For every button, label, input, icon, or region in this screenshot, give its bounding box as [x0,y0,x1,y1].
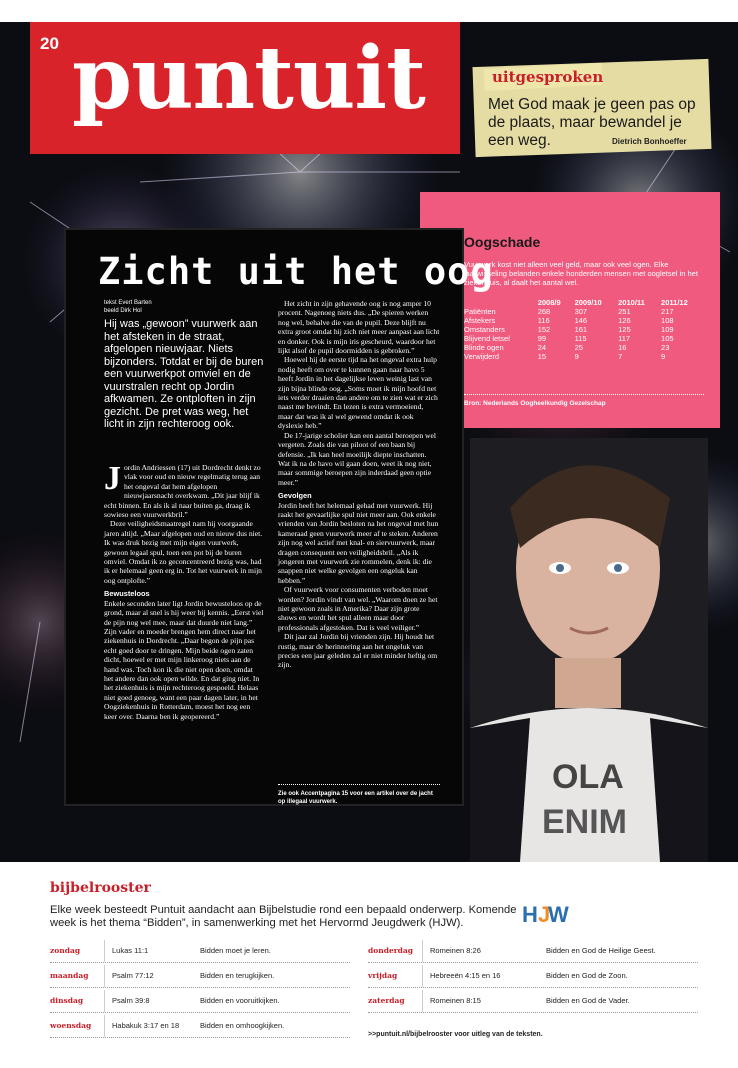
divider [464,394,704,395]
table-header-row [464,298,704,307]
article-column-left [104,460,264,721]
rooster-row [368,990,698,1013]
oogschade-title: Oogschade [464,234,541,250]
svg-text:H: H [522,902,538,927]
table-cell: 105 [661,334,674,343]
rooster-reference: Lukas 11:1 [112,946,149,955]
table-cell: 24 [537,343,547,352]
divider [278,784,440,785]
table-cell: 116 [537,316,550,325]
table-cell: 109 [661,325,674,334]
brand-title: puntuit [72,28,425,129]
rooster-title: bijbelrooster [50,880,151,896]
rooster-topic: Bidden en terugkijken. [200,971,275,980]
quote-author: Dietrich Bonhoeffer [612,137,687,146]
rooster-row [50,990,350,1013]
rooster-day: dinsdag [50,996,84,1005]
table-cell: 251 [618,307,631,316]
paragraph: Het zicht in zijn gehavende oog is nog amper 10 procent. Nagenoeg niets dus. „De spieren werken nog wel, behalve die van de pupil. Deze blijft nu extra groot omdat hij zich niet meer aanpast aan licht en donker. Ook is mijn iris gescheurd, waardoor het lijkt alsof de pupil doormidden is gebroken.” [278,299,440,356]
paragraph: Jordin heeft het helemaal gehad met vuurwerk. Hij raakt het gevaarlijke spul niet meer aan. Ook enkele vrienden van Jordin besloten na het ongeval met hun kameraad geen vuurwerk meer af te steken. Anderen zijn nog wel actief met knal- en siervuurwerk, maar dragen consequent een veiligheidsbril. „Als ik jongeren met vuurwerk zie rommelen, denk ik: die snappen niet welke gevolgen een ongeluk kan hebben.” [278,500,439,585]
table-row [464,307,704,316]
row-label: Patiënten [464,307,496,316]
table-cell: 9 [661,352,666,361]
see-also-note: Zie ook Accentpagina 15 voor een artikel over de jacht op illegaal vuurwerk. [278,791,433,805]
rooster-topic: Bidden en omhoogkijken. [200,1021,285,1030]
column-separator [422,940,423,962]
rooster-reference: Habakuk 3:17 en 18 [112,1021,180,1030]
rooster-day: zondag [50,946,81,955]
row-label: Blinde ogen [464,343,504,352]
table-cell: 9 [574,352,579,361]
row-label: Verwijderd [464,352,500,361]
table-cell: 125 [618,325,631,334]
quote-text: Met God maak je geen pas op de plaats, maar bewandel je een weg. [488,96,696,149]
subheading: Gevolgen [278,491,312,501]
table-cell: 268 [537,307,551,316]
table-row [464,316,704,325]
credit-text: tekst Evert Barten [104,300,152,306]
rooster-topic: Bidden en God de Zoon. [546,971,628,980]
table-row [464,334,704,343]
rooster-day: zaterdag [368,996,405,1005]
rooster-row [50,1015,350,1038]
oogschade-intro: Vuurwerk kost niet alleen veel geld, maar ook veel ogen. Elke jaarwisseling belanden enkele honderden mensen met oogletsel in het ziekenhuis, al daalt het aantal wel. [464,260,698,287]
rooster-row [368,940,698,963]
table-row [464,352,704,361]
table-cell: 108 [661,316,674,325]
rooster-reference: Hebreeën 4:15 en 16 [430,971,501,980]
table-cell: 99 [537,334,547,343]
oogschade-table [464,298,704,361]
rooster-day: woensdag [50,1021,92,1030]
article-title: Zicht uit het oog [98,250,494,293]
column-separator [422,965,423,987]
paragraph: ordin Andriessen (17) uit Dordrecht denkt zo vlak voor oud en nieuw regelmatig terug aan het ongeval dat hem afgelopen nieuwjaarsnacht overkwam. „Dit jaar blijf ik echt binnen. En als ik al naar buiten ga, draag ik sowieso een vuurwerkbril.” [104,463,261,520]
rooster-reference: Psalm 77:12 [112,971,154,980]
svg-text:ENIM: ENIM [542,803,627,841]
table-cell: 307 [574,307,588,316]
table-cell: 126 [618,316,631,325]
subheading: Bewusteloos [104,589,150,599]
table-cell: 115 [574,334,587,343]
table-cell: 15 [537,352,547,361]
column-separator [422,990,423,1012]
row-label: Afstekers [464,316,496,325]
svg-text:OLA: OLA [552,758,624,796]
rooster-reference: Romeinen 8:15 [430,996,481,1005]
column-separator [104,965,105,987]
rooster-reference: Romeinen 8:26 [430,946,481,955]
svg-text:W: W [548,902,569,927]
table-cell: 23 [661,343,670,352]
column-separator [104,1015,105,1037]
table-header-cell: 2009/10 [574,298,602,307]
table-cell: 217 [661,307,674,316]
rooster-reference: Psalm 39:8 [112,996,150,1005]
rooster-topic: Bidden en God de Vader. [546,996,630,1005]
rooster-intro: Elke week besteedt Puntuit aandacht aan Bijbelstudie rond een bepaald onderwerp. Komende week is het thema “Bidden”, in samenwerking met het Hervormd Jeugdwerk (HJW). [50,904,517,929]
rooster-row [368,965,698,988]
table-cell: 161 [574,325,588,334]
table-header-cell [464,298,538,307]
table-cell: 146 [574,316,588,325]
svg-text:J: J [538,902,551,927]
rooster-row [50,965,350,988]
table-header-cell: 2011/12 [661,298,688,307]
table-cell: 7 [618,352,623,361]
drop-cap: J [104,460,121,497]
article-credits [104,299,152,315]
rooster-day: maandag [50,971,89,980]
rooster-topic: Bidden moet je leren. [200,946,271,955]
table-header-cell: 2008/9 [537,298,561,307]
paragraph: Hoewel hij de eerste tijd na het ongeval extra hulp nodig heeft om over te kunnen gaan naar havo 5 heeft Jordin in het dagelijkse leven weinig last van zijn bijna blinde oog. „Soms moet ik mijn hoofd net iets verder draaien dan andere om te zien wat er zich naast me bevindt. En lezen is extra vermoeiend, maar dat was ik al wel gewend omdat ik ook dyslexie heb.” [278,355,438,431]
table-cell: 25 [574,343,583,352]
rooster-topic: Bidden en vooruitkijken. [200,996,280,1005]
table-row [464,325,704,334]
rooster-row [50,940,350,963]
column-separator [104,940,105,962]
paragraph: De 17-jarige scholier kan een aantal beroepen wel vergeten. Zoals die van piloot of een baan bij defensie. „Ik kan heel moeilijk diepte inschatten. Wat ik na de havo wil gaan doen, weet ik nog niet, maar sommige beroepen zijn inderdaad geen optie meer.” [278,430,437,487]
rooster-day: donderdag [368,946,414,955]
portrait-photo [470,438,708,862]
quote-label: uitgesproken [492,68,604,86]
credit-photo: beeld Dirk Hol [104,308,142,314]
table-cell: 117 [618,334,631,343]
page-number: 20 [40,34,59,53]
row-label: Omstanders [464,325,505,334]
paragraph: Dit jaar zal Jordin bij vrienden zijn. Hij houdt het rustig, maar de herinnering aan het ongeluk van precies een jaar geleden zal er niet minder heftig om zijn. [278,632,438,670]
rooster-day: vrijdag [368,971,398,980]
paragraph: Enkele seconden later ligt Jordin bewusteloos op de grond, maar al snel is hij weer bij kennis. „Eerst viel de pijn nog wel mee, maar dat duurde niet lang.” Zijn vader en moeder brengen hem direct naar het ziekenhuis in Dordrecht. „Daar begon de pijn pas echt goed door te dringen. Mijn beide ogen zaten dicht, hoewel er met mijn linkeroog niets aan de hand was. Toch kon ik die niet open doen, omdat het andere dan ook open wilde. En dat ging niet. In het ziekenhuis is mijn rechteroog gespoeld. Helaas niet goed genoeg, want een paar dagen later, in het Oogziekenhuis in Rotterdam, moest het nog een keer over. Daarna ben ik geopereerd.” [104,598,264,721]
article-column-right [278,299,440,670]
paragraph: Of vuurwerk voor consumenten verboden moet worden? Jordin vindt van wel. „Waarom doen ze het niet gewoon zoals in Amerika? Daar zijn grote shows en wordt het spul alleen maar door professionals afgestoken. Dat is veel veiliger.” [278,585,438,632]
row-label: Blijvend letsel [464,334,510,343]
column-separator [104,990,105,1012]
table-row [464,343,704,352]
rooster-link[interactable]: >>puntuit.nl/bijbelrooster voor uitleg van de teksten. [368,1031,543,1038]
table-header-cell: 2010/11 [618,298,645,307]
table-cell: 152 [537,325,551,334]
article-lead: Hij was „gewoon” vuurwerk aan het afsteken in de straat, afgelopen nieuwjaar. Niets bijzonders. Totdat er bij de buren een vuurwerkpot omviel en de vuurstralen recht op Jordin afkwamen. Ze ontploften in zijn gezicht. De pret was weg, het licht in zijn rechteroog ook. [104,318,264,430]
paragraph: Deze veiligheidsmaatregel nam hij voorgaande jaren altijd. „Maar afgelopen oud en nieuw dus niet. Ik was druk bezig met mijn eigen vuurwerk, gewoon legaal spul, toen een pot bij de buren omviel. Omdat ik zo geconcentreerd bezig was, had ik er helemaal geen erg in. Tot het vuurwerk in mijn oog ontplofte.” [104,519,263,585]
table-cell: 16 [618,343,627,352]
oogschade-source: Bron: Nederlands Oogheelkundig Gezelschap [464,400,606,407]
hjw-logo [518,900,574,928]
rooster-topic: Bidden en God de Heilige Geest. [546,946,656,955]
